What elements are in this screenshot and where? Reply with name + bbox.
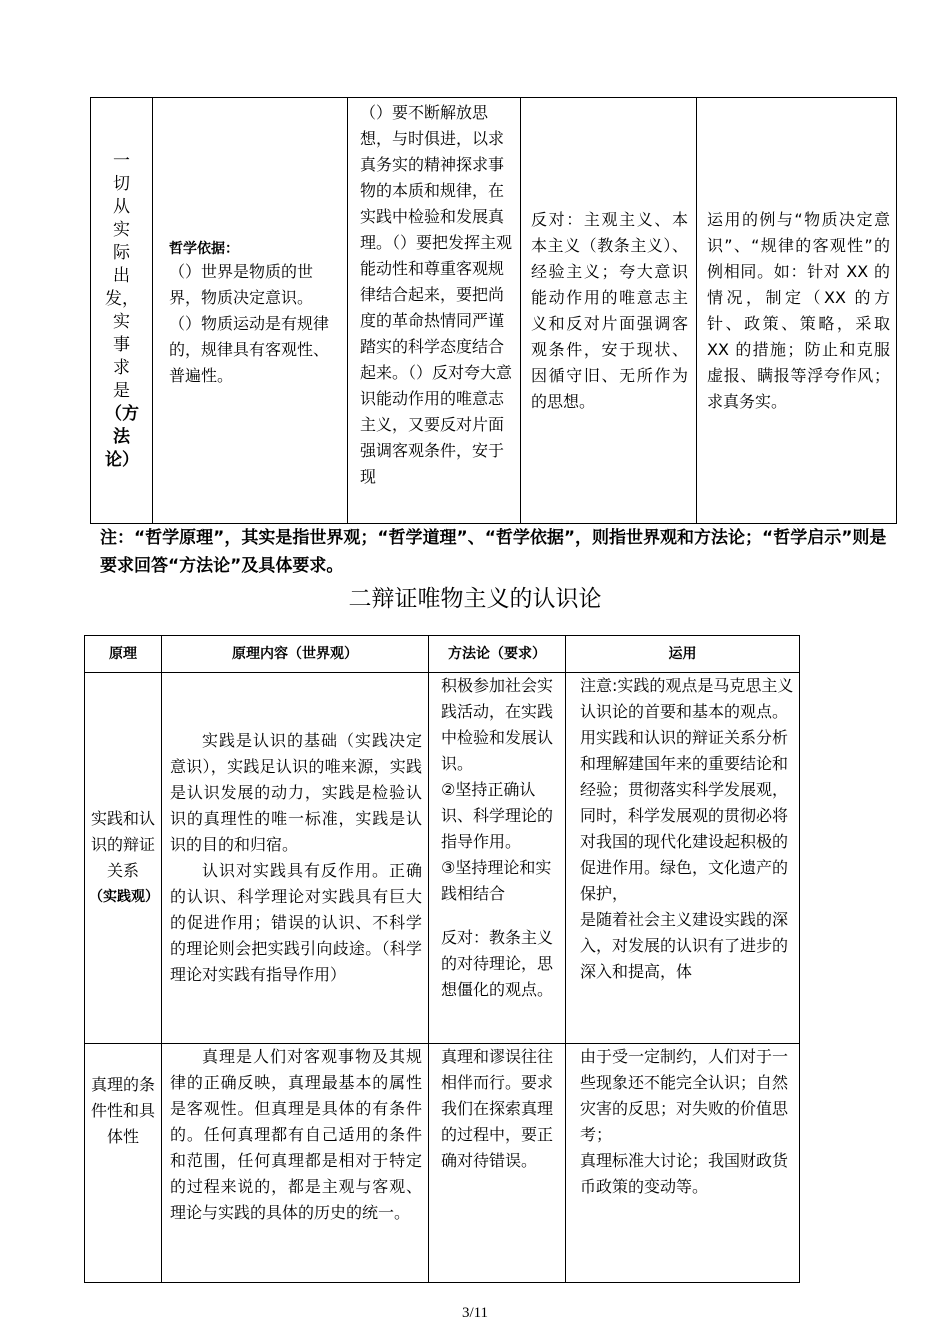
principle-label-cell [91, 98, 153, 524]
principle-label-line: 从实 [113, 196, 130, 240]
header-method: 方法论（要求） [429, 636, 566, 673]
application-item: 真理标准大讨论；我国财政货币政策的变动等。 [580, 1151, 789, 1196]
method-text: （）要不断解放思想，与时俱进，以求真务实的精神探求事物的本质和规律，在实践中检验和发展真理。（）要把发挥主观能动性和尊重客观规律结合起来，要把尚度的革命热情同严谨踏实的科学态度结合起来。（）反对夸大意识能动作用的唯意志主义，又要反对片面强调客观条件，安于现 [360, 103, 512, 486]
basis-item: （）世界是物质的世界，物质决定意识。 [169, 261, 314, 307]
method-item: 积极参加社会实践活动，在实践中检验和发展认识。 [441, 676, 554, 773]
content-paragraph: 认识对实践具有反作用。正确的认识、科学理论对实践具有巨大的促进作用；错误的认识、不科学的理论则会把实践引向歧途。（科学理论对实践有指导作用） [170, 861, 422, 984]
principle-name: 真理的条件性和具体性 [90, 1075, 155, 1146]
method-item: ③坚持理论和实践相结合 [441, 858, 552, 903]
basis-heading: 哲学依据： [169, 240, 239, 257]
principle-label-line: 求是 [113, 357, 130, 401]
method-cell [429, 1044, 566, 1283]
principle-content-cell [162, 673, 429, 1044]
method-text: 真理和谬误往往相伴而行。要求我们在探索真理的过程中，要正确对待错误。 [441, 1047, 554, 1170]
principle-label-line: 际出 [113, 242, 130, 286]
application-item: 是随着社会主义建设实践的深入，对发展的认识有了进步的深入和提高，体 [580, 910, 789, 981]
philosophical-basis-cell [153, 98, 348, 524]
section-title: 二辩证唯物主义的认识论 [348, 586, 602, 612]
application-cell [566, 673, 800, 1044]
header-principle: 原理 [85, 636, 162, 673]
principle-label-line: 发， [105, 288, 139, 309]
application-item: 由于受一定制约，人们对于一些现象还不能完全认识；自然灾害的反思；对失败的价值思考； [580, 1047, 789, 1144]
basis-item: （）物质运动是有规律的，规律具有客观性、普遍性。 [169, 313, 330, 385]
header-content: 原理内容（世界观） [162, 636, 429, 673]
table-header-row [85, 636, 800, 673]
oppose-text: 反对：主观主义、本本主义（教条主义）、经验主义；夸大意识能动作用的唯意志主义和反对片面强调客观条件，安于现状、因循守旧、无所作为的思想。 [531, 209, 688, 411]
table-row [91, 98, 897, 524]
application-text: 运用的例与“物质决定意识”、“规律的客观性”的例相同。如：针对 XX 的情况，制定（XX 的方针、政策、策略，采取 XX 的措施；防止和克服虚报、瞒报等浮夸作风；求真务实。 [707, 209, 890, 411]
table-row [85, 1044, 800, 1283]
epistemology-table [84, 635, 800, 1283]
page-number: 3/11 [461, 1305, 489, 1321]
principle-label-line: 实事 [113, 311, 130, 355]
principle-name-cell [85, 673, 162, 1044]
oppose-cell [521, 98, 697, 524]
principle-label-line: 一切 [113, 150, 130, 194]
principle-name: 实践和认识的辩证关系 [90, 809, 155, 880]
principle-name-suffix: （实践观） [89, 889, 159, 905]
application-cell [697, 98, 897, 524]
principle-label-suffix: （方法论） [105, 403, 139, 470]
principle-content-cell [162, 1044, 429, 1283]
application-item: 用实践和认识的辩证关系分析和理解建国年来的重要结论和经验；贯彻落实科学发展观，同时，科学发展观的贯彻必将对我国的现代化建设起积极的促进作用。绿色，文化遗产的保护， [580, 728, 789, 903]
method-oppose: 反对：教条主义的对待理论，思想僵化的观点。 [441, 928, 554, 999]
application-cell [566, 1044, 800, 1283]
table-row [85, 673, 800, 1044]
note-paragraph: 注：“哲学原理”，其实是指世界观；“哲学道理”、“哲学依据”，则指世界观和方法论；“哲学启示”则是要求回答“方法论”及具体要求。 [100, 528, 887, 576]
methodology-table [90, 97, 897, 524]
method-cell [429, 673, 566, 1044]
header-use: 运用 [566, 636, 800, 673]
method-item: ②坚持正确认识、科学理论的指导作用。 [441, 780, 554, 851]
principle-name-cell [85, 1044, 162, 1283]
method-cell [348, 98, 521, 524]
content-paragraph: 真理是人们对客观事物及其规律的正确反映，真理最基本的属性是客观性。但真理是具体的有条件的。任何真理都有自己适用的条件和范围，任何真理都是相对于特定的过程来说的，都是主观与客观、理论与实践的具体的历史的统一。 [170, 1047, 422, 1222]
application-item: 注意:实践的观点是马克思主义认识论的首要和基本的观点。 [580, 676, 794, 721]
content-paragraph: 实践是认识的基础（实践决定意识），实践足认识的唯来源，实践是认识发展的动力，实践是检验认识的真理性的唯一标准，实践是认识的目的和归宿。 [170, 731, 422, 854]
